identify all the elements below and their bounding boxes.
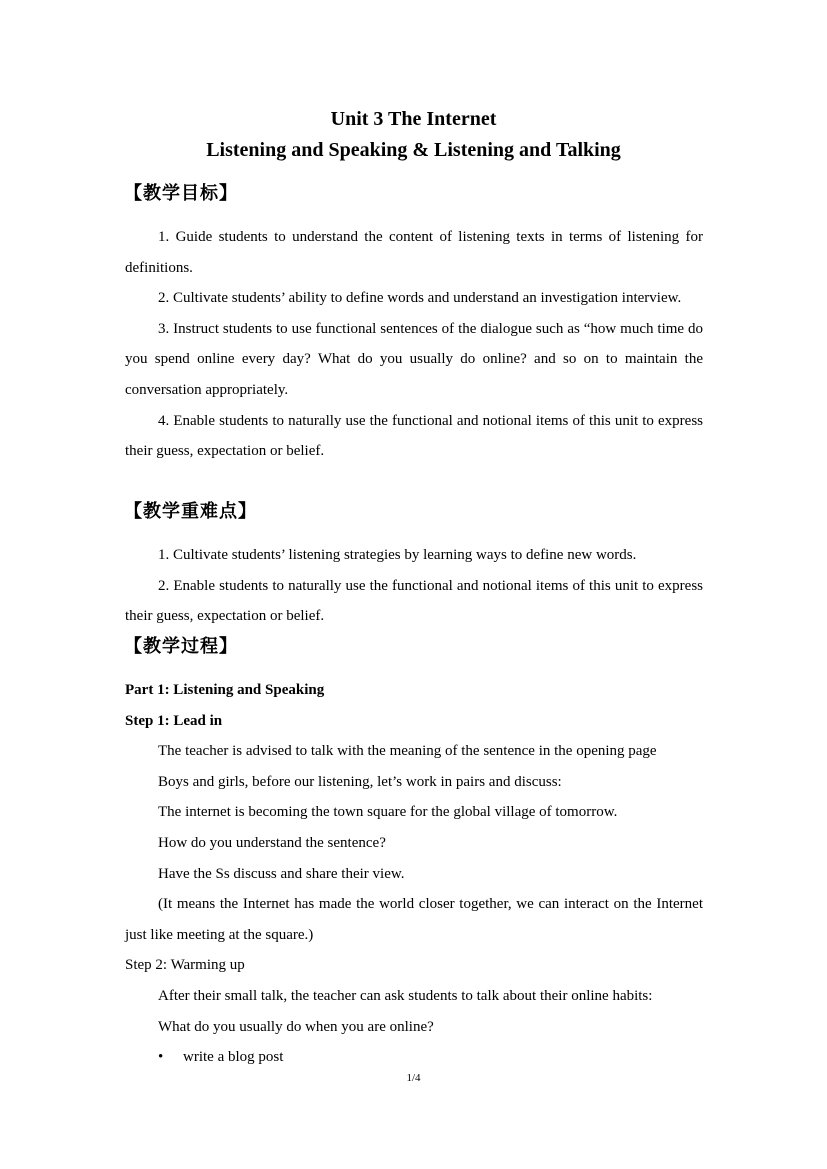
keypoint-item: 1. Cultivate students’ listening strategies by learning ways to define new words. [158,547,637,563]
step1-note: (It means the Internet has made the world closer together, we can interact on the Internet just like meeting at the square.) [125,896,703,943]
bullet-text: write a blog post [183,1049,284,1066]
step2-line: After their small talk, the teacher can ask students to talk about their online habits: [158,987,653,1004]
goals-list [125,222,703,467]
goal-item: 1. Guide students to understand the content of listening texts in terms of listening for definitions. [125,229,703,276]
section-heading-keypoints: 【教学重难点】 [124,501,257,522]
keypoint-item: 2. Enable students to naturally use the functional and notional items of this unit to express their guess, expectation or belief. [125,577,703,625]
step1-line: Boys and girls, before our listening, let’s work in pairs and discuss: [158,773,562,790]
step2-line: What do you usually do when you are online? [158,1018,434,1035]
document-title: Unit 3 The Internet [330,108,497,130]
page-number: 1/4 [406,1072,421,1084]
keypoints-list [125,540,703,632]
goal-item: 4. Enable students to naturally use the functional and notional items of this unit to express their guess, expectation or belief. [125,412,703,460]
process-body [125,675,703,1073]
section-heading-process: 【教学过程】 [124,636,238,657]
step2-heading: Step 2: Warming up [125,957,245,974]
step1-line: The internet is becoming the town square for the global village of tomorrow. [158,804,618,821]
bullet-icon: • [158,1049,164,1066]
step1-line: How do you understand the sentence? [158,834,386,851]
step1-line: The teacher is advised to talk with the meaning of the sentence in the opening page [158,743,657,760]
step2-bullet-item [125,1042,703,1073]
goal-item: 3. Instruct students to use functional sentences of the dialogue such as “how much time do you spend online every day? What do you usually do online? and so on to maintain the conversation appropriately. [125,320,703,398]
document-subtitle: Listening and Speaking & Listening and Talking [206,139,621,161]
step1-line: Have the Ss discuss and share their view. [158,865,405,882]
section-heading-goals: 【教学目标】 [124,183,238,204]
step1-heading: Step 1: Lead in [125,712,223,729]
part1-heading: Part 1: Listening and Speaking [125,682,325,698]
goal-item: 2. Cultivate students’ ability to define words and understand an investigation interview. [158,290,682,307]
